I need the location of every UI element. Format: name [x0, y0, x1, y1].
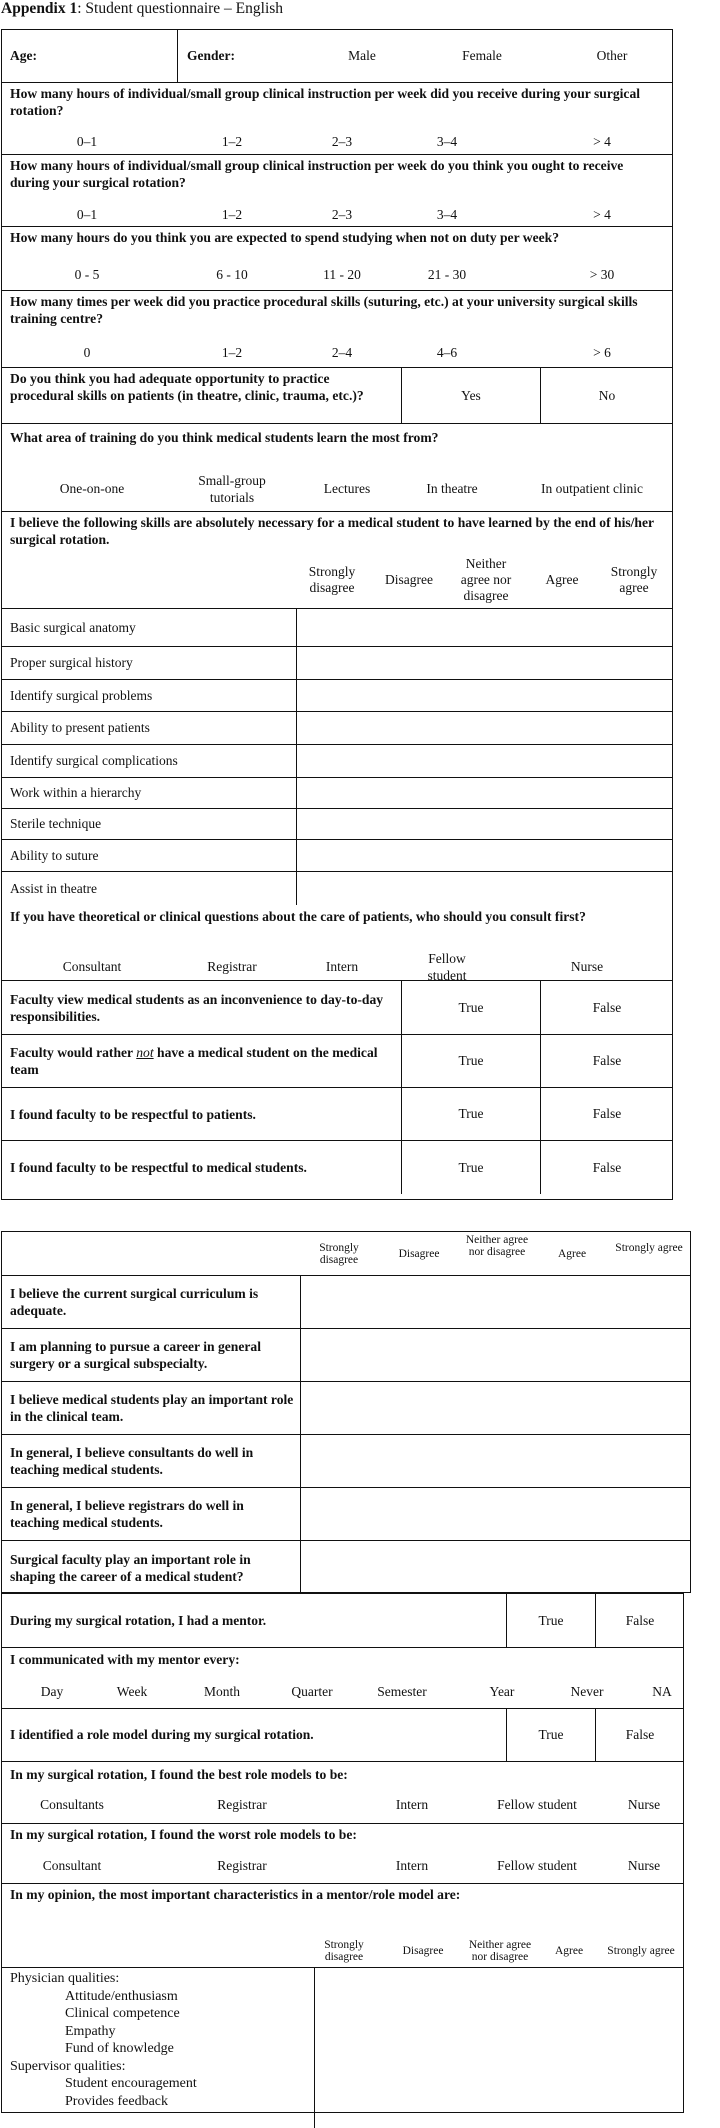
skill-rating-area[interactable]: [298, 872, 672, 905]
question-mentor-characteristics: [2, 1884, 683, 1968]
option-true[interactable]: True: [458, 1106, 484, 1121]
skill-row: [2, 680, 672, 712]
gender-option-female[interactable]: Female: [462, 48, 502, 63]
scale-agree: Agree: [545, 572, 579, 587]
option-consultant[interactable]: Consultant: [42, 1858, 102, 1873]
skill-row: [2, 840, 672, 872]
question-text: How many hours of individual/small group clinical instruction per week did you receive during your surgical rotation?: [10, 86, 641, 118]
option-0-5[interactable]: 0 - 5: [74, 267, 100, 282]
question-learning-area: [2, 424, 672, 512]
question-text: What area of training do you think medical students learn the most from?: [10, 430, 439, 445]
skill-row: [2, 609, 672, 647]
option-one-on-one[interactable]: One-on-one: [59, 481, 125, 496]
skill-label: Sterile technique: [10, 816, 102, 831]
frequency-option-never[interactable]: Never: [570, 1684, 604, 1699]
option-2-3[interactable]: 2–3: [331, 207, 353, 222]
question-text: I believe the following skills are absolutely necessary for a medical student to have learned by the end of his/her surgical rotation.: [10, 515, 654, 547]
gender-option-male[interactable]: Male: [348, 48, 376, 63]
option-in-theatre[interactable]: In theatre: [426, 481, 478, 496]
skill-label: Assist in theatre: [10, 880, 97, 896]
skill-label: Ability to suture: [10, 847, 99, 863]
skill-label: Identify surgical complications: [10, 753, 178, 768]
option-false[interactable]: False: [592, 1053, 622, 1068]
age-label: Age:: [10, 48, 37, 63]
option-intern[interactable]: Intern: [325, 959, 359, 974]
option-1-2[interactable]: 1–2: [221, 345, 243, 360]
appendix-label: Appendix 1: [1, 0, 78, 17]
skill-rating-area[interactable]: [298, 809, 672, 839]
skill-rating-area[interactable]: [298, 712, 672, 744]
attitude-statement-row: [2, 1541, 690, 1594]
page-title: [1, 0, 283, 18]
characteristics-list: [10, 1970, 197, 2110]
skill-rating-area[interactable]: [298, 778, 672, 808]
option-1-2[interactable]: 1–2: [221, 134, 243, 149]
scale-strongly-disagree: Strongly disagree: [308, 564, 356, 595]
option-1-2[interactable]: 1–2: [221, 207, 243, 222]
question-text: I communicated with my mentor every:: [10, 1652, 240, 1667]
skill-rating-area[interactable]: [298, 840, 672, 871]
statement-text-part: I found faculty to be respectful to medical students.: [10, 1160, 307, 1175]
question-had-mentor: [2, 1594, 683, 1648]
statement-text: I believe the current surgical curriculum is adequate.: [10, 1286, 259, 1318]
question-clinical-instruction-ought: [2, 155, 672, 227]
question-text: I identified a role model during my surgical rotation.: [10, 1727, 314, 1742]
skill-rating-area[interactable]: [298, 609, 672, 646]
option-true[interactable]: True: [458, 1159, 484, 1175]
questionnaire-table-1: [1, 29, 673, 1200]
question-text: How many hours of individual/small group clinical instruction per week do you think you ought to receive during your surgical rotation?: [10, 158, 624, 190]
statement-rating-area[interactable]: [302, 1488, 690, 1540]
scale-strongly-disagree: Strongly disagree: [324, 1939, 364, 1963]
question-mentor-frequency: [2, 1648, 683, 1709]
skill-label: Ability to present patients: [10, 720, 150, 735]
questionnaire-table-3: [1, 1593, 684, 2113]
statement-rating-area[interactable]: [302, 1382, 690, 1434]
statement-text: In general, I believe consultants do well in teaching medical students.: [10, 1445, 254, 1477]
scale-agree: Agree: [557, 1248, 587, 1260]
option-registrar[interactable]: Registrar: [217, 1858, 267, 1873]
option-yes[interactable]: Yes: [461, 387, 481, 403]
option-6-10[interactable]: 6 - 10: [216, 267, 248, 282]
statement-rating-area[interactable]: [302, 1435, 690, 1487]
skill-label: Work within a hierarchy: [10, 785, 142, 800]
attitude-statement-row: [2, 1329, 690, 1382]
scale-strongly-disagree: Strongly disagree: [319, 1242, 359, 1266]
skill-rating-area[interactable]: [298, 745, 672, 777]
statement-text: I am planning to pursue a career in general surgery or a surgical subspecialty.: [10, 1339, 261, 1371]
scale-neither: Neither agree nor disagree: [465, 1234, 529, 1258]
skill-rating-area[interactable]: [298, 680, 672, 711]
question-text: In my surgical rotation, I found the worst role models to be:: [10, 1827, 357, 1842]
questionnaire-table-2: [1, 1231, 691, 1593]
question-procedural-practice: [2, 291, 672, 368]
option-in-outpatient-clinic[interactable]: In outpatient clinic: [541, 481, 643, 496]
scale-disagree: Disagree: [398, 1248, 440, 1260]
option-over-4[interactable]: > 4: [593, 207, 611, 222]
scale-strongly-agree: Strongly agree: [607, 1945, 675, 1957]
option-0[interactable]: 0: [83, 345, 91, 360]
option-consultant[interactable]: Consultant: [62, 959, 122, 974]
skill-row: [2, 647, 672, 680]
frequency-option-month[interactable]: Month: [203, 1684, 240, 1699]
quality-item: Empathy: [65, 2023, 116, 2039]
question-worst-role-models: [2, 1824, 683, 1884]
option-11-20[interactable]: 11 - 20: [323, 267, 361, 282]
statement-text: Surgical faculty play an important role in shaping the career of a medical student?: [10, 1551, 251, 1584]
emphasis-word: not: [136, 1045, 154, 1060]
quality-item: Fund of knowledge: [65, 2041, 174, 2056]
option-over-30[interactable]: > 30: [589, 267, 615, 282]
attitude-statement-row: [2, 1488, 690, 1541]
option-true[interactable]: True: [538, 1727, 564, 1742]
statement-text-part: Faculty view medical students as an inconvenience to day-to-day responsibilities.: [10, 991, 384, 1024]
statement-text-part: have a medical student on the medical team: [10, 1045, 378, 1077]
option-0-1[interactable]: 0–1: [76, 207, 98, 222]
quality-group-label: Supervisor qualities:: [10, 2058, 126, 2074]
skill-row: [2, 809, 672, 840]
frequency-option-quarter[interactable]: Quarter: [291, 1684, 333, 1699]
quality-item: Attitude/enthusiasm: [65, 1988, 178, 2004]
frequency-option-week[interactable]: Week: [116, 1684, 148, 1699]
question-clinical-instruction-received: [2, 83, 672, 155]
option-fellow-student[interactable]: Fellow student: [427, 951, 467, 983]
option-false[interactable]: False: [592, 1159, 622, 1175]
scale-strongly-agree: Strongly agree: [615, 1242, 683, 1254]
question-text: If you have theoretical or clinical questions about the care of patients, who should you consult first?: [10, 909, 586, 924]
question-text: Do you think you had adequate opportunity to practice procedural skills on patients (in theatre, clinic, trauma, etc.)?: [10, 371, 364, 403]
option-registrar[interactable]: Registrar: [217, 1797, 267, 1812]
skill-rating-area[interactable]: [298, 647, 672, 679]
option-3-4[interactable]: 3–4: [436, 207, 458, 222]
true-false-statement: [2, 981, 672, 1035]
statement-rating-area[interactable]: [302, 1541, 690, 1594]
scale-strongly-agree: Strongly agree: [610, 564, 658, 595]
option-over-4[interactable]: > 4: [593, 134, 611, 149]
true-false-statement: [2, 1141, 672, 1194]
skill-row: [2, 778, 672, 809]
option-false[interactable]: False: [592, 1106, 622, 1121]
option-2-3[interactable]: 2–3: [331, 134, 353, 149]
option-false[interactable]: False: [625, 1612, 655, 1628]
scale-neither: Neither agree nor disagree: [460, 556, 512, 603]
statement-text: In general, I believe registrars do well in teaching medical students.: [10, 1498, 244, 1530]
option-true[interactable]: True: [458, 1053, 484, 1068]
option-fellow-student[interactable]: Fellow student: [497, 1797, 577, 1812]
question-text: In my opinion, the most important characteristics in a mentor/role model are:: [10, 1887, 461, 1902]
option-no[interactable]: No: [598, 387, 616, 403]
statement-text: [10, 1088, 395, 1140]
quality-item: Provides feedback: [65, 2093, 169, 2109]
statement-text: I believe medical students play an important role in the clinical team.: [10, 1392, 294, 1424]
option-true[interactable]: True: [538, 1612, 564, 1628]
question-best-role-models: [2, 1762, 683, 1824]
scale-neither: Neither agree nor disagree: [468, 1939, 532, 1963]
statement-text-part: I found faculty to be respectful to patients.: [10, 1106, 256, 1122]
statement-rating-area[interactable]: [302, 1276, 690, 1328]
option-nurse[interactable]: Nurse: [570, 959, 604, 974]
skill-label: Proper surgical history: [10, 655, 133, 670]
quality-item: Clinical competence: [65, 2006, 180, 2021]
gender-option-other[interactable]: Other: [596, 48, 628, 63]
scale-disagree: Disagree: [402, 1945, 444, 1957]
scale-disagree: Disagree: [385, 572, 433, 587]
scale-header-row: [2, 1232, 690, 1276]
option-consultants[interactable]: Consultants: [40, 1797, 104, 1812]
frequency-option-na[interactable]: NA: [652, 1684, 672, 1699]
question-text: How many times per week did you practice procedural skills (suturing, etc.) at your university surgical skills training centre?: [10, 294, 638, 326]
skill-row: [2, 745, 672, 778]
quality-group-label: Physician qualities:: [10, 1971, 120, 1986]
option-true[interactable]: True: [458, 999, 484, 1015]
statement-text: [10, 1141, 395, 1194]
true-false-statement: [2, 1088, 672, 1141]
frequency-option-year[interactable]: Year: [489, 1684, 515, 1699]
statement-text: [10, 1035, 395, 1087]
question-adequate-opportunity: [2, 368, 672, 424]
option-small-group-tutorials[interactable]: Small-group tutorials: [198, 473, 266, 505]
statement-text-part: Faculty would rather: [10, 1045, 137, 1060]
option-false[interactable]: False: [625, 1727, 655, 1742]
skill-label: Identify surgical problems: [10, 687, 153, 703]
option-over-6[interactable]: > 6: [593, 345, 611, 360]
option-registrar[interactable]: Registrar: [207, 959, 257, 974]
option-3-4[interactable]: 3–4: [436, 134, 458, 149]
option-fellow-student[interactable]: Fellow student: [497, 1858, 577, 1873]
option-4-6[interactable]: 4–6: [436, 345, 458, 360]
skill-label: Basic surgical anatomy: [10, 619, 136, 635]
question-text: In my surgical rotation, I found the best role models to be:: [10, 1767, 348, 1782]
gender-label: Gender:: [187, 48, 235, 63]
demographics-row: [2, 30, 672, 83]
frequency-option-day[interactable]: Day: [40, 1684, 64, 1699]
scale-agree: Agree: [554, 1945, 584, 1957]
statement-text: [10, 981, 395, 1034]
statement-rating-area[interactable]: [302, 1329, 690, 1381]
attitude-statement-row: [2, 1382, 690, 1435]
option-intern[interactable]: Intern: [395, 1797, 429, 1812]
option-2-4[interactable]: 2–4: [331, 345, 353, 360]
question-study-hours: [2, 227, 672, 291]
option-lectures[interactable]: Lectures: [323, 481, 371, 496]
option-nurse[interactable]: Nurse: [627, 1797, 661, 1812]
question-text: How many hours do you think you are expected to spend studying when not on duty per week?: [10, 230, 560, 245]
option-21-30[interactable]: 21 - 30: [427, 267, 467, 282]
question-necessary-skills: [2, 512, 672, 609]
quality-item: Student encouragement: [65, 2076, 197, 2091]
option-nurse[interactable]: Nurse: [627, 1858, 661, 1873]
attitude-statement-row: [2, 1276, 690, 1329]
option-false[interactable]: False: [592, 999, 622, 1015]
true-false-statement: [2, 1035, 672, 1088]
frequency-option-semester[interactable]: Semester: [377, 1684, 427, 1699]
question-text: During my surgical rotation, I had a mentor.: [10, 1612, 267, 1628]
question-role-model: [2, 1709, 683, 1762]
option-0-1[interactable]: 0–1: [76, 134, 98, 149]
title-text: : Student questionnaire – English: [77, 0, 284, 17]
attitude-statement-row: [2, 1435, 690, 1488]
characteristics-list-row: [2, 1968, 683, 2128]
skill-row: [2, 712, 672, 745]
skill-row: [2, 872, 672, 905]
question-consult-first: [2, 905, 672, 981]
option-intern[interactable]: Intern: [395, 1858, 429, 1873]
